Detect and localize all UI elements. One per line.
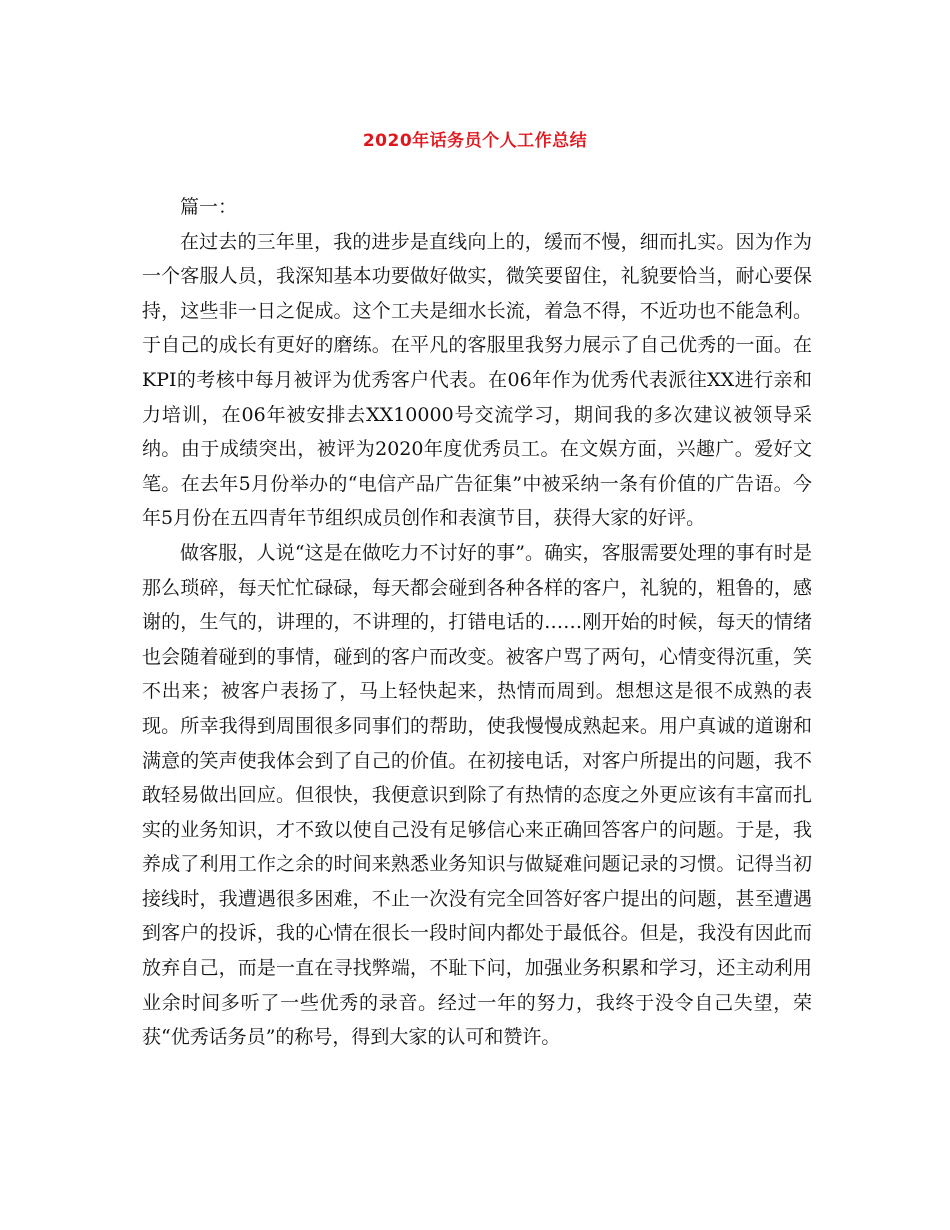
- document-title: 2020年话务员个人工作总结: [362, 131, 588, 151]
- section-label: 篇一：: [180, 196, 238, 218]
- document-body: [142, 190, 812, 1055]
- paragraph-1: 在过去的三年里，我的进步是直线向上的，缓而不慢，细而扎实。因为作为一个客服人员，我深知基本功要做好做实，微笑要留住，礼貌要恰当，耐心要保持，这些非一日之促成。这个工夫是细水长流，着急不得，不近功也不能急利。于自己的成长有更好的磨练。在平凡的客服里我努力展示了自己优秀的一面。在KPI的考核中每月被评为优秀客户代表。在06年作为优秀代表派往XX进行亲和力培训，在06年被安排去XX10000号交流学习，期间我的多次建议被领导采纳。由于成绩突出，被评为2020年度优秀员工。在文娱方面，兴趣广。爱好文笔。在去年5月份举办的“电信产品广告征集”中被采纳一条有价值的广告语。今年5月份在五四青年节组织成员创作和表演节目，获得大家的好评。: [142, 230, 812, 530]
- paragraph-2: 做客服，人说“这是在做吃力不讨好的事”。确实，客服需要处理的事有时是那么琐碎，每天忙忙碌碌，每天都会碰到各种各样的客户，礼貌的，粗鲁的，感谢的，生气的，讲理的，不讲理的，打错电话的……刚开始的时候，每天的情绪也会随着碰到的事情，碰到的客户而改变。被客户骂了两句，心情变得沉重，笑不出来；被客户表扬了，马上轻快起来，热情而周到。想想这是很不成熟的表现。所幸我得到周围很多同事们的帮助，使我慢慢成熟起来。用户真诚的道谢和满意的笑声使我体会到了自己的价值。在初接电话，对客户所提出的问题，我不敢轻易做出回应。但很快，我便意识到除了有热情的态度之外更应该有丰富而扎实的业务知识，才不致以使自己没有足够信心来正确回答客户的问题。于是，我养成了利用工作之余的时间来熟悉业务知识与做疑难问题记录的习惯。记得当初接线时，我遭遇很多困难，不止一次没有完全回答好客户提出的问题，甚至遭遇到客户的投诉，我的心情在很长一段时间内都处于最低谷。但是，我没有因此而放弃自己，而是一直在寻找弊端，不耻下问，加强业务积累和学习，还主动利用业余时间多听了一些优秀的录音。经过一年的努力，我终于没令自己失望，荣获“优秀话务员”的称号，得到大家的认可和赞许。: [142, 541, 812, 1049]
